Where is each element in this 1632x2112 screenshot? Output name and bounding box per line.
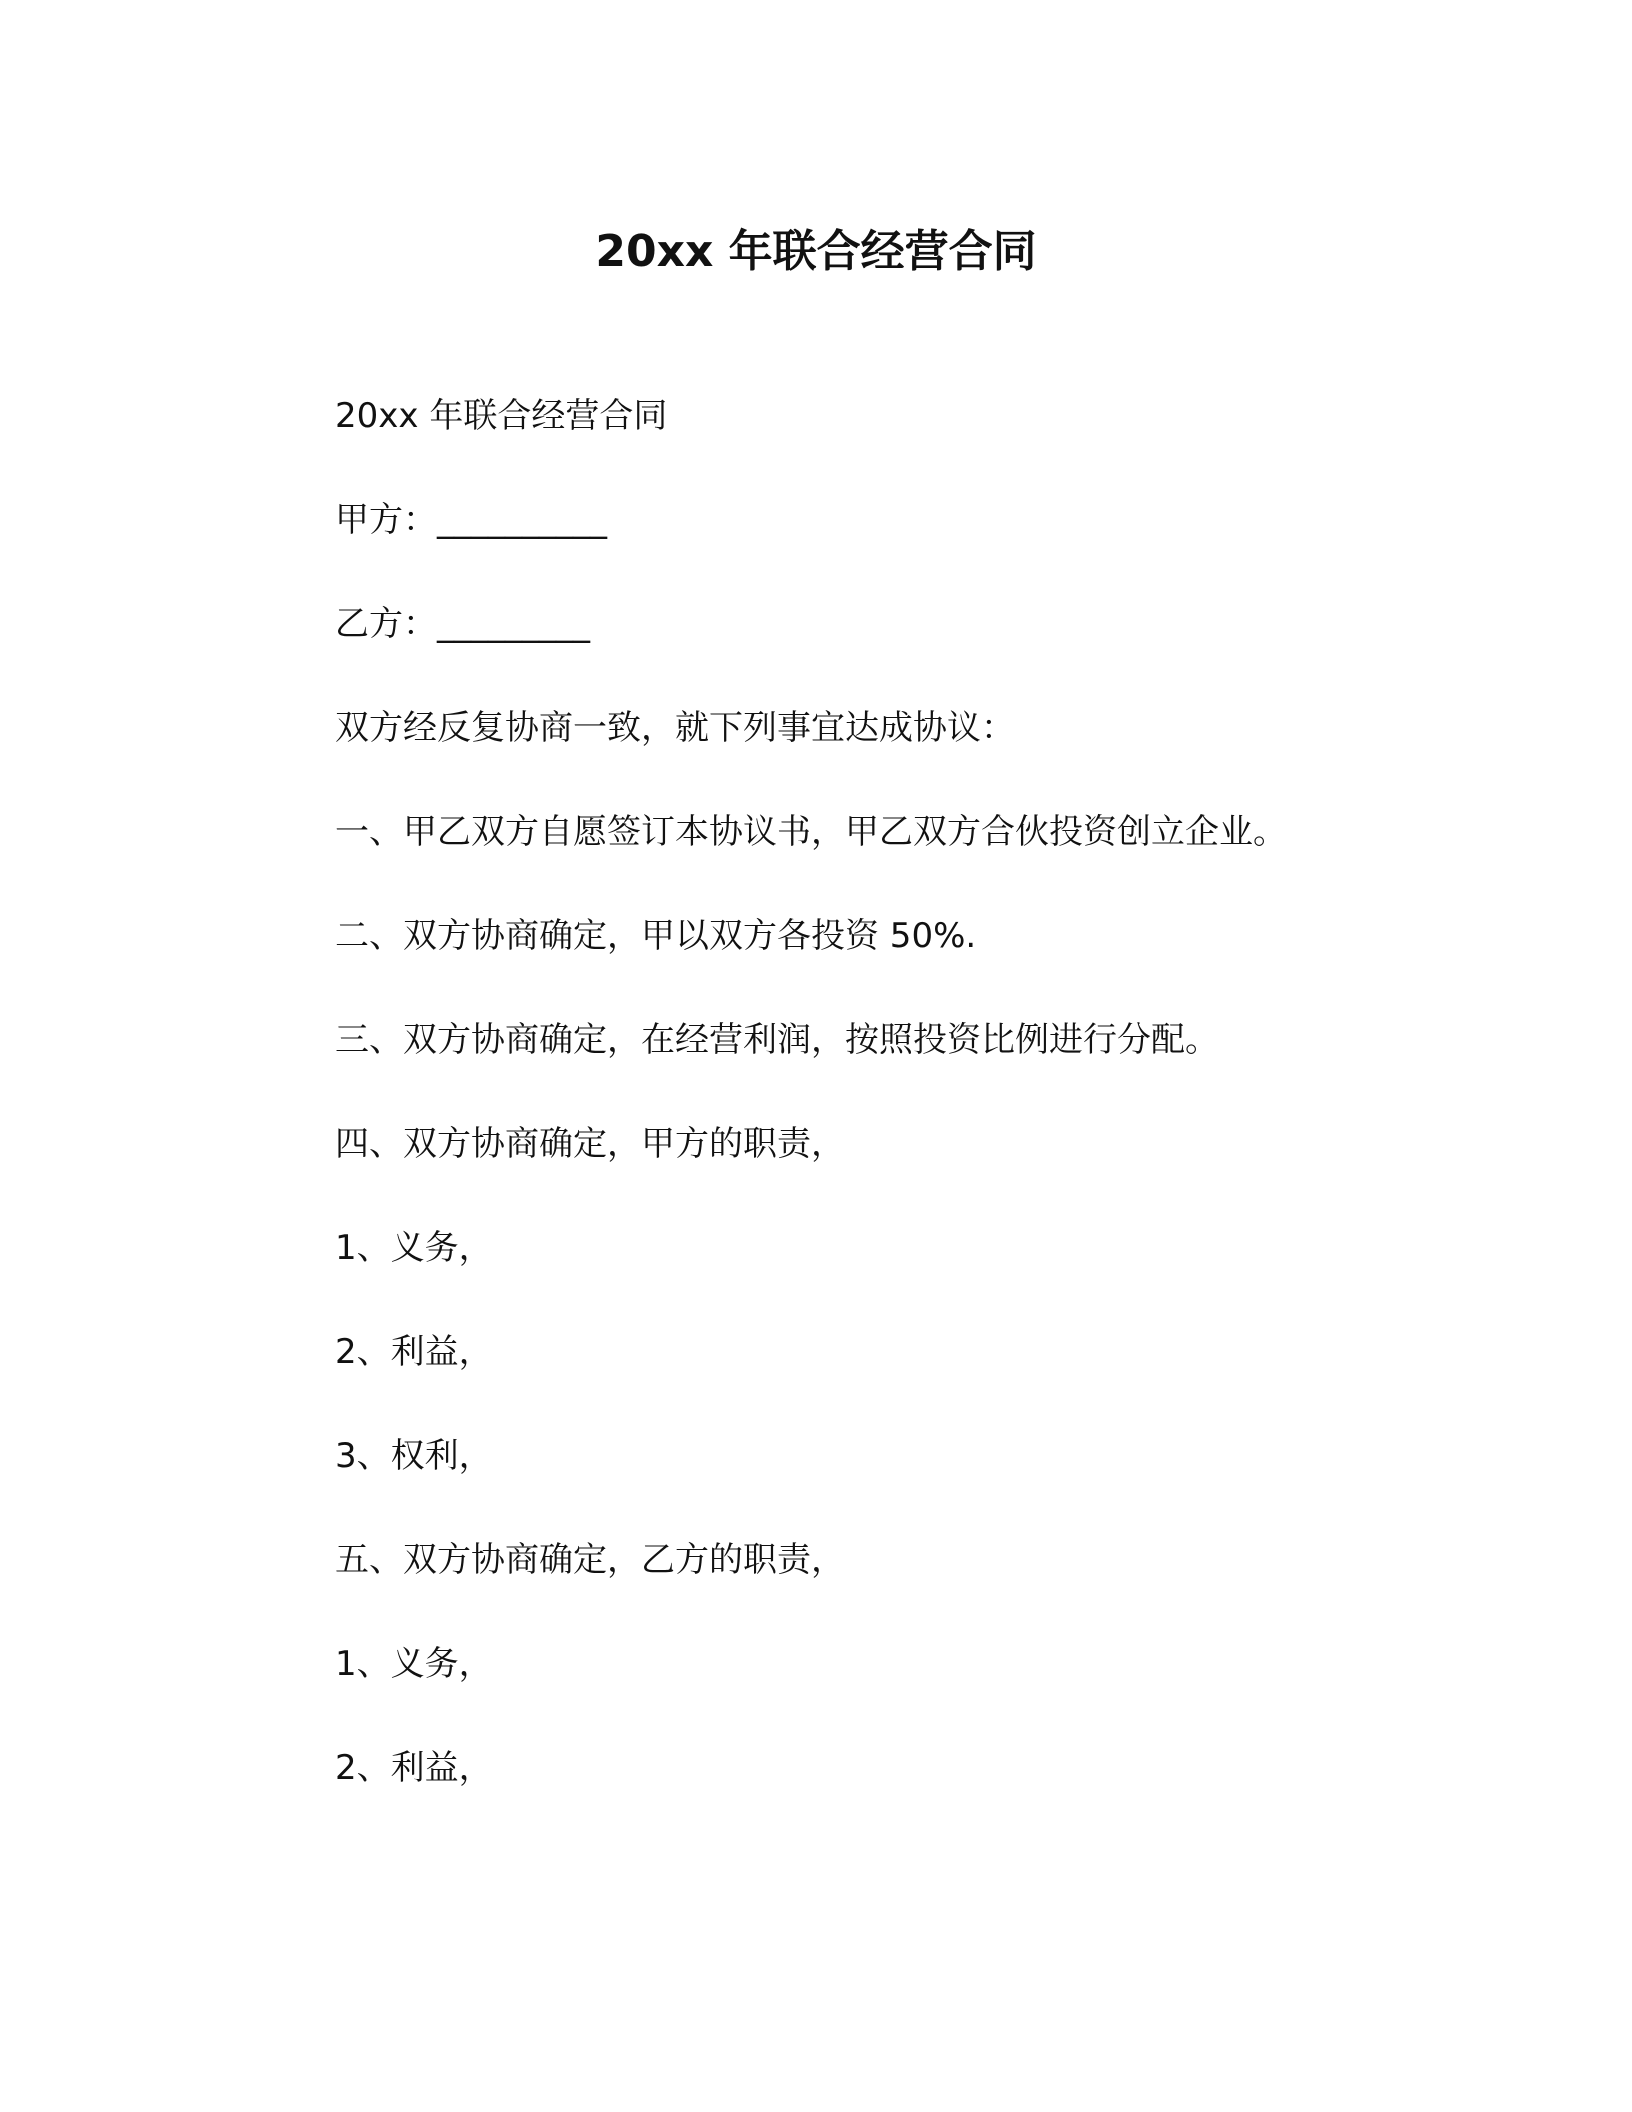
clause-5: 五、双方协商确定，乙方的职责，: [335, 1540, 845, 1580]
clause-4-item-3: 3、权利，: [335, 1436, 493, 1476]
clause-5-item-2: 2、利益，: [335, 1748, 493, 1788]
document-title: 20xx 年联合经营合同: [595, 226, 1037, 277]
clause-4-item-1: 1、义务，: [335, 1228, 493, 1268]
party-b-line: 乙方：_________: [335, 604, 590, 644]
clause-2: 二、双方协商确定，甲以双方各投资 50%.: [335, 916, 977, 956]
clause-3: 三、双方协商确定，在经营利润，按照投资比例进行分配。: [335, 1020, 1219, 1060]
clause-1: 一、甲乙双方自愿签订本协议书，甲乙双方合伙投资创立企业。: [335, 812, 1287, 852]
clause-4: 四、双方协商确定，甲方的职责，: [335, 1124, 845, 1164]
document-body: [335, 392, 1395, 1848]
clause-5-item-1: 1、义务，: [335, 1644, 493, 1684]
clause-4-item-2: 2、利益，: [335, 1332, 493, 1372]
preamble-paragraph: 双方经反复协商一致，就下列事宜达成协议：: [335, 708, 1015, 748]
party-a-line: 甲方：__________: [335, 500, 607, 540]
subtitle-paragraph: 20xx 年联合经营合同: [335, 396, 668, 436]
